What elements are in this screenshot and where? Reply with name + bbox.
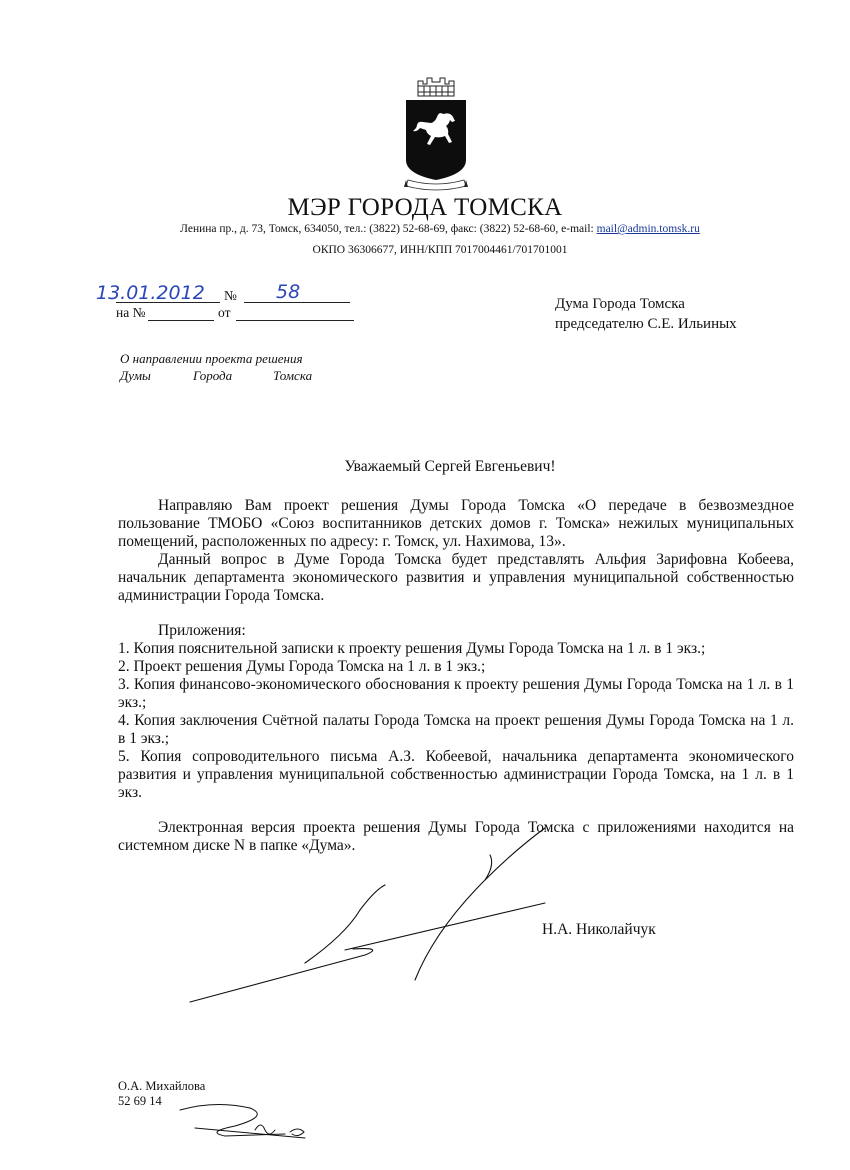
from-label: от: [218, 305, 231, 320]
address-text: Ленина пр., д. 73, Томск, 634050, тел.: (3822) 52-68-69, факс: (3822) 52-68-60, e-mail:: [180, 223, 597, 235]
closing-paragraph: Электронная версия проекта решения Думы Города Томска с приложениями находится на системном диске N в папке «Дума».: [118, 819, 794, 854]
greeting: Уважаемый Сергей Евгеньевич!: [344, 458, 556, 475]
address-line: [0, 223, 850, 235]
attachment-item: 4. Копия заключения Счётной палаты Города Томска на проект решения Думы Города Томска на 1 л. в 1 экз.;: [118, 712, 794, 747]
attachment-item: 1. Копия пояснительной записки к проекту решения Думы Города Томска на 1 л. в 1 экз.;: [118, 640, 706, 657]
email-link[interactable]: mail@admin.tomsk.ru: [596, 223, 700, 235]
subject-line-2: [120, 367, 312, 384]
ribbon-icon: [404, 180, 468, 190]
outgoing-number: 58: [276, 281, 301, 303]
subject-block: [120, 350, 312, 384]
initials-scribble-icon: [175, 1098, 335, 1148]
recipient-line-2: председателю С.Е. Ильиных: [555, 316, 737, 332]
attachment-item: 5. Копия сопроводительного письма А.З. Кобеевой, начальника департамента экономического развития и управления муниципальной собственностью администрации Города Томска, на 1 л. в 1 экз.: [118, 748, 794, 801]
crown-icon: [418, 78, 454, 96]
signature-icon: [185, 825, 605, 1010]
ref-label: на №: [116, 305, 146, 320]
ref-underline: [148, 320, 214, 321]
spacer: [118, 802, 794, 819]
body-paragraph-1: Направляю Вам проект решения Думы Города Томска «О передаче в безвозмездное пользование ТМОБО «Союз воспитанников детских домов г. Томска» нежилых муниципальных помещений, расположенных по адресу: г. Томск, ул. Нахимова, 13».: [118, 497, 794, 550]
attachment-item: 2. Проект решения Думы Города Томска на 1 л. в 1 экз.;: [118, 658, 486, 675]
signer-name: Н.А. Николайчук: [542, 921, 656, 938]
okpo-line: ОКПО 36306677, ИНН/КПП 7017004461/701701001: [312, 244, 568, 256]
attachments-heading: Приложения:: [158, 622, 246, 639]
executor-name: О.А. Михайлова: [118, 1079, 206, 1093]
body-paragraph-2: Данный вопрос в Думе Города Томска будет представлять Альфия Зарифовна Кобеева, начальник департамента экономического развития и управления муниципальной собственностью администрации Города Томска.: [118, 551, 794, 604]
attachment-item: 3. Копия финансово-экономического обоснования к проекту решения Думы Города Томска на 1 л. в 1 экз.;: [118, 676, 794, 711]
subject-word-3: Томска: [273, 368, 313, 383]
subject-word-1: Думы: [120, 368, 151, 383]
recipient-block: [555, 294, 737, 334]
outgoing-date: 13.01.2012: [96, 282, 205, 304]
number-label: №: [224, 288, 237, 303]
subject-line-1: О направлении проекта решения: [120, 351, 303, 366]
executor-phone: 52 69 14: [118, 1094, 162, 1108]
from-underline: [236, 320, 354, 321]
letter-body: [118, 497, 794, 855]
spacer: [118, 605, 794, 622]
document-title: МЭР ГОРОДА ТОМСКА: [287, 194, 563, 221]
subject-word-2: Города: [193, 368, 233, 383]
city-coat-of-arms-icon: [404, 76, 468, 196]
recipient-line-1: Дума Города Томска: [555, 296, 685, 312]
